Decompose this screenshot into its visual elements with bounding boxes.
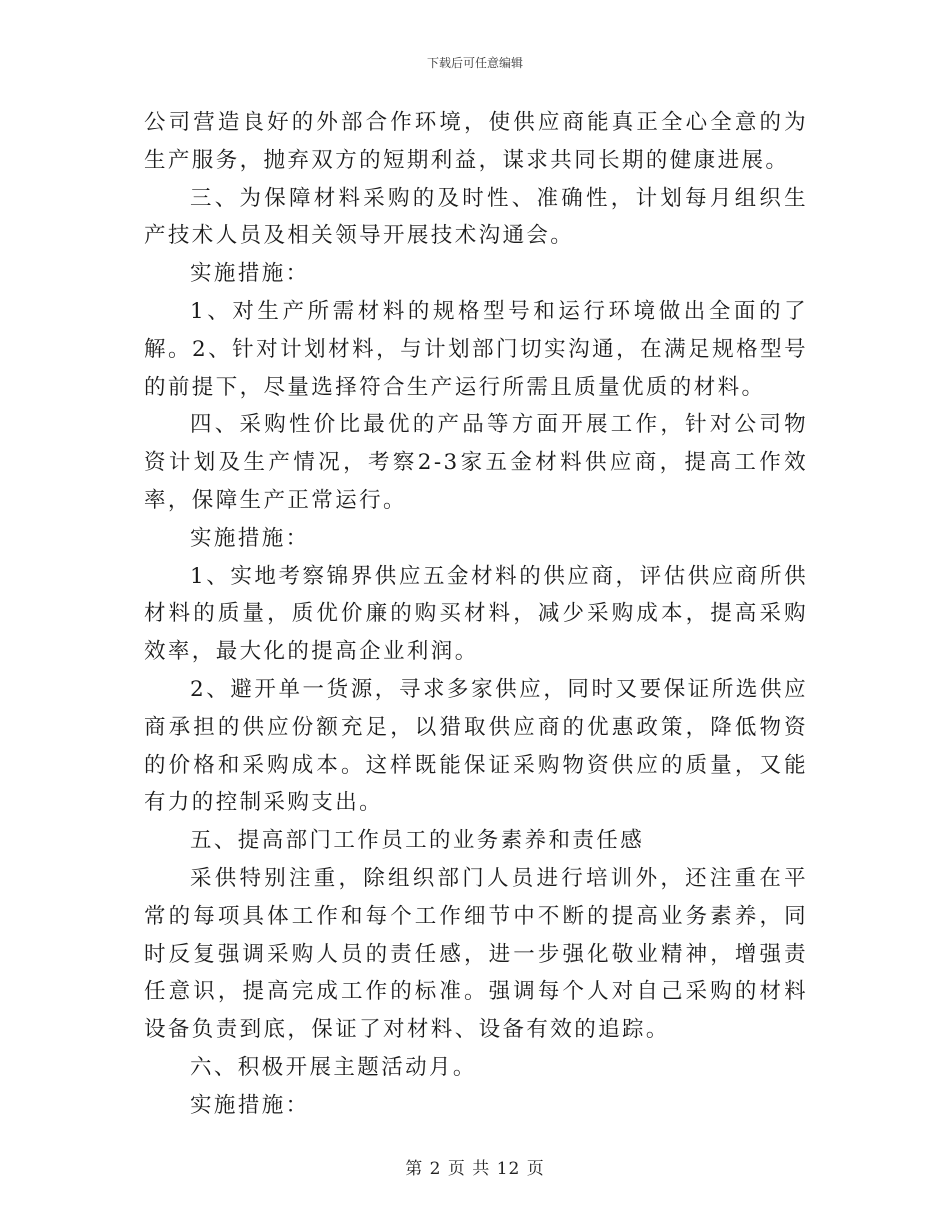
- paragraph-6: 实施措施：: [190, 525, 310, 551]
- paragraph-1: 公司营造良好的外部合作环境，使供应商能真正全心全意的为生产服务，抛弃双方的短期利益，谋求共同长期的健康进展。: [144, 110, 808, 173]
- paragraph-5: 四、采购性价比最优的产品等方面开展工作，针对公司物资计划及生产情况，考察2-3家五金材料供应商，提高工作效率，保障生产正常运行。: [144, 412, 808, 513]
- paragraph-7: 1、实地考察锦界供应五金材料的供应商，评估供应商所供材料的质量，质优价廉的购买材料，减少采购成本，提高采购效率，最大化的提高企业利润。: [144, 563, 808, 665]
- paragraph-8: 2、避开单一货源，寻求多家供应，同时又要保证所选供应商承担的供应份额充足，以猎取供应商的优惠政策，降低物资的价格和采购成本。这样既能保证采购物资供应的质量，又能有力的控制采购支出。: [144, 676, 808, 816]
- paragraph-3: 实施措施：: [190, 261, 310, 287]
- paragraph-11: 六、积极开展主题活动月。: [190, 1054, 477, 1080]
- paragraph-9: 五、提高部门工作员工的业务素养和责任感: [190, 828, 645, 854]
- paragraph-4: 1、对生产所需材料的规格型号和运行环境做出全面的了解。2、针对计划材料，与计划部门切实沟通，在满足规格型号的前提下，尽量选择符合生产运行所需且质量优质的材料。: [144, 298, 808, 400]
- paragraph-10: 采供特别注重，除组织部门人员进行培训外，还注重在平常的每项具体工作和每个工作细节中不断的提高业务素养，同时反复强调采购人员的责任感，进一步强化敬业精神，增强责任意识，提高完成工作的标准。强调每个人对自己采购的材料设备负责到底，保证了对材料、设备有效的追踪。: [144, 865, 808, 1043]
- page-number: 第 2 页 共 12 页: [405, 1159, 545, 1179]
- paragraph-12: 实施措施：: [190, 1092, 310, 1118]
- document-body: [144, 104, 808, 1125]
- page-header-note: 下载后可任意编辑: [426, 56, 523, 70]
- paragraph-2: 三、为保障材料采购的及时性、准确性，计划每月组织生产技术人员及相关领导开展技术沟通会。: [144, 185, 808, 249]
